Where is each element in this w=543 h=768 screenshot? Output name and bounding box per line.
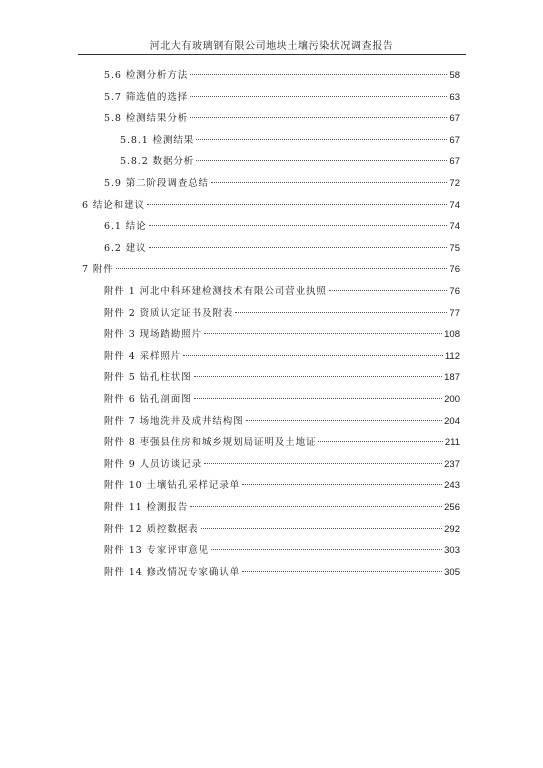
toc-entry-title: 6.2 建议 (104, 242, 147, 254)
toc-entry[interactable] (104, 91, 460, 105)
toc-dot-leader (190, 117, 447, 118)
toc-entry-title: 附件 11 检测报告 (104, 502, 189, 513)
toc-entry[interactable] (104, 371, 460, 385)
toc-entry-page-number: 72 (449, 178, 460, 189)
toc-entry-page-number: 75 (449, 242, 460, 254)
toc-entry-page-number: 76 (449, 286, 460, 297)
page-header-title: 河北大有玻璃钢有限公司地块土壤污染状况调查报告 (149, 41, 394, 52)
toc-entry-page-number: 211 (444, 437, 460, 449)
toc-dot-leader (149, 225, 448, 226)
toc-entry[interactable] (82, 199, 460, 213)
toc-entry-title: 5.8 检测结果分析 (104, 113, 189, 125)
toc-entry-title: 附件 10 土壤钻孔采样记录单 (104, 480, 241, 492)
toc-entry-page-number: 112 (444, 350, 460, 362)
toc-entry-title: 附件 4 采样照片 (104, 350, 182, 362)
toc-entry-title: 5.7 筛选值的选择 (104, 91, 189, 103)
toc-entry-page-number: 67 (449, 113, 460, 125)
toc-entry-title: 附件 6 钻孔剖面图 (104, 394, 192, 405)
toc-entry-page-number: 74 (449, 199, 460, 211)
toc-dot-leader (183, 355, 443, 356)
toc-dot-leader (147, 204, 448, 205)
toc-dot-leader (204, 463, 442, 464)
toc-dot-leader (116, 268, 448, 269)
toc-entry-page-number: 187 (444, 372, 460, 384)
toc-entry[interactable] (104, 177, 460, 191)
toc-entry[interactable] (104, 479, 460, 493)
toc-dot-leader (242, 571, 442, 572)
toc-dot-leader (190, 96, 447, 97)
toc-entry-title: 5.9 第二阶段调查总结 (104, 178, 209, 189)
toc-entry[interactable] (104, 544, 460, 558)
toc-entry-page-number: 303 (444, 545, 460, 557)
toc-dot-leader (329, 290, 448, 291)
toc-entry-page-number: 305 (444, 566, 460, 578)
toc-dot-leader (211, 549, 442, 550)
toc-entry-title: 附件 14 修改情况专家确认单 (104, 566, 241, 578)
toc-entry[interactable] (104, 523, 460, 537)
toc-entry-page-number: 292 (444, 523, 460, 535)
toc-entry[interactable] (104, 285, 460, 299)
toc-entry-title: 5.8.1 检测结果 (120, 134, 195, 146)
toc-entry-page-number: 256 (444, 502, 460, 513)
toc-entry-page-number: 200 (444, 394, 460, 405)
toc-entry[interactable] (82, 263, 460, 277)
toc-entry[interactable] (104, 307, 460, 321)
toc-dot-leader (318, 441, 442, 442)
toc-entry[interactable] (104, 458, 460, 472)
toc-dot-leader (194, 398, 443, 399)
toc-entry[interactable] (104, 112, 460, 126)
toc-entry-page-number: 58 (449, 70, 460, 81)
toc-dot-leader (190, 74, 447, 75)
toc-entry-page-number: 237 (444, 458, 460, 470)
toc-entry-title: 6 结论和建议 (82, 199, 145, 211)
toc-entry[interactable] (104, 566, 460, 580)
toc-entry[interactable] (104, 393, 460, 407)
toc-dot-leader (190, 506, 442, 507)
toc-entry[interactable] (104, 415, 460, 429)
toc-entry-page-number: 243 (444, 480, 460, 492)
toc-entry[interactable] (104, 220, 460, 234)
toc-entry-title: 附件 2 资质认定证书及附表 (104, 307, 234, 319)
toc-entry-page-number: 108 (444, 329, 460, 341)
toc-entry-page-number: 63 (449, 91, 460, 103)
toc-entry-title: 附件 8 枣强县住房和城乡规划局证明及土地证 (104, 437, 317, 449)
toc-entry-title: 7 附件 (82, 264, 114, 276)
toc-entry-title: 5.6 检测分析方法 (104, 70, 189, 81)
toc-dot-leader (211, 182, 447, 183)
toc-entry[interactable] (120, 155, 460, 169)
toc-dot-leader (196, 160, 447, 161)
toc-entry-title: 附件 5 钻孔柱状图 (104, 372, 192, 384)
toc-entry-page-number: 204 (444, 415, 460, 427)
toc-entry-page-number: 74 (449, 221, 460, 233)
toc-entry[interactable] (104, 436, 460, 450)
toc-entry[interactable] (104, 69, 460, 83)
header-divider (78, 54, 466, 55)
toc-entry-title: 附件 12 质控数据表 (104, 523, 199, 535)
toc-dot-leader (196, 139, 447, 140)
toc-entry-title: 5.8.2 数据分析 (120, 156, 195, 168)
toc-entry-page-number: 67 (449, 156, 460, 168)
toc-dot-leader (149, 247, 448, 248)
toc-dot-leader (235, 312, 447, 313)
toc-dot-leader (201, 528, 443, 529)
toc-entry-page-number: 76 (449, 264, 460, 276)
toc-entry[interactable] (104, 328, 460, 342)
toc-entry-title: 附件 13 专家评审意见 (104, 545, 209, 557)
toc-entry-title: 6.1 结论 (104, 221, 147, 233)
toc-dot-leader (204, 333, 442, 334)
toc-entry[interactable] (104, 501, 460, 515)
toc-dot-leader (246, 420, 443, 421)
toc-entry-title: 附件 9 人员访谈记录 (104, 458, 202, 470)
toc-entry-page-number: 77 (449, 307, 460, 319)
toc-entry-title: 附件 7 场地洗井及成井结构图 (104, 415, 244, 427)
toc-entry[interactable] (120, 134, 460, 148)
toc-entry[interactable] (104, 242, 460, 256)
toc-dot-leader (194, 376, 443, 377)
toc-entry-page-number: 67 (449, 134, 460, 146)
toc-entry-title: 附件 1 河北中科环建检测技术有限公司营业执照 (104, 286, 327, 297)
toc-entry[interactable] (104, 350, 460, 364)
toc-dot-leader (242, 484, 442, 485)
toc-entry-title: 附件 3 现场踏勘照片 (104, 329, 202, 341)
